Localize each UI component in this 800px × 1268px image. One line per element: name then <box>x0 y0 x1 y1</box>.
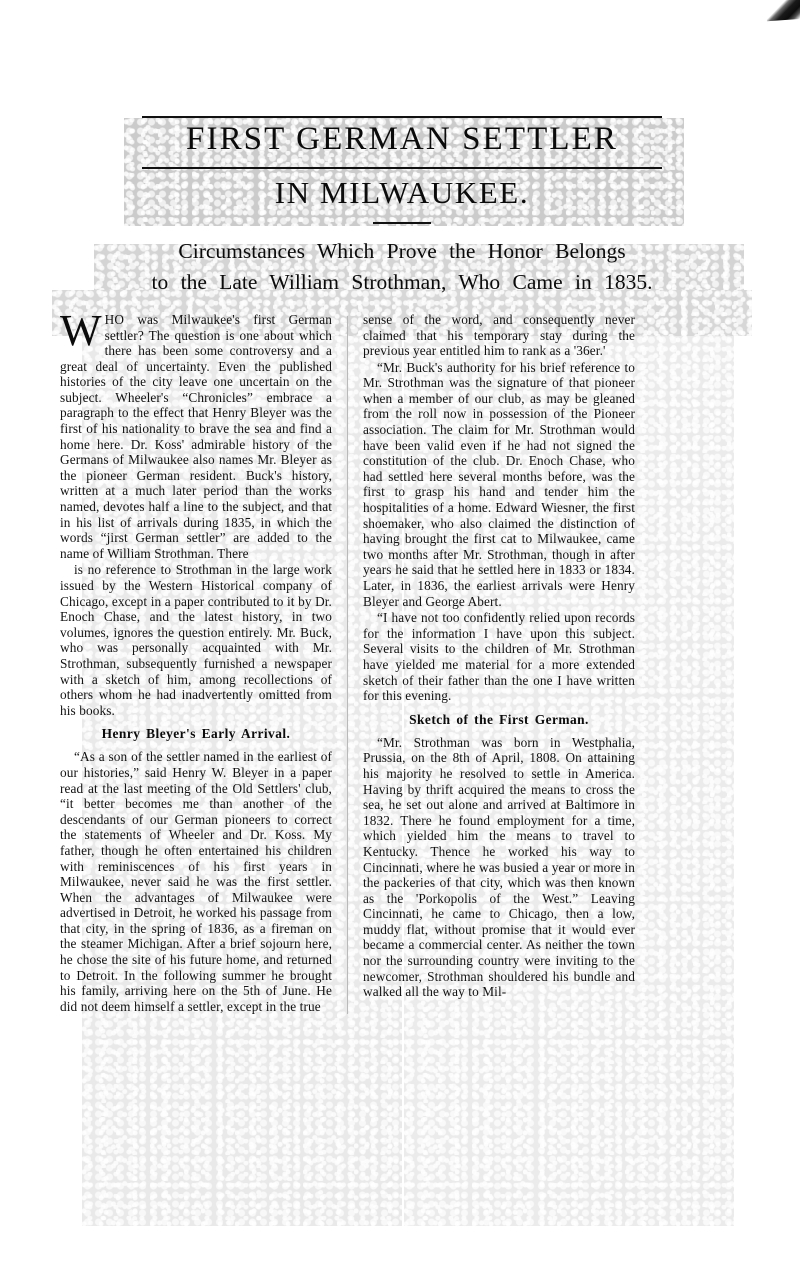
headline-block <box>52 116 752 224</box>
drop-cap: W <box>60 305 102 355</box>
left-paragraph-1 <box>60 305 332 562</box>
deck <box>52 236 752 298</box>
body-columns <box>52 305 752 1015</box>
right-paragraph-3: “I have not too confidently relied upon records for the information I have upon this subject. Several visits to the children of Mr. Strothman have yielded me material for a more extended sketch of their father than the one I have written for this evening. <box>363 610 635 704</box>
scanner-corner-artifact <box>765 0 800 21</box>
left-paragraph-3: “As a son of the settler named in the earliest of our histories,” said Henry W. Bleyer in a paper read at the last meeting of the Old Settlers' club, “it better becomes me than another of the descendants of our German pioneers to correct the statements of Wheeler and Dr. Koss. My father, though he often entertained his children with reminiscences of his first years in Milwaukee, never said he was the first settler. When the advantages of Milwaukee were advertised in Detroit, he worked his passage from that city, in the spring of 1836, as a fireman on the steamer Michigan. After a brief sojourn here, he chose the site of his future home, and returned to Detroit. In the following summer he brought his family, arriving here on the 5th of June. He did not deem himself a settler, except in the true <box>60 749 332 1014</box>
right-column <box>355 312 643 1000</box>
right-column-subhead: Sketch of the First German. <box>409 711 589 727</box>
left-paragraph-1-text: HO was Milwaukee's first German settler? The question is one about which there has been some controversy and a great deal of uncertainty. Even the published histories of the city leave one uncertain on the subject. Wheeler's “Chronicles” embrace a paragraph to the effect that Henry Bleyer was the first of his nationality to brave the sea and find a home here. Dr. Koss' admirable history of the Germans of Milwaukee also names Mr. Bleyer as the pioneer German resident. Buck's history, written at a much later period than the works named, devotes half a line to the subject, and that in his list of arrivals during 1835, in which the words “jirst German settler” are added to the name of William Strothman. There <box>60 311 332 561</box>
column-divider-rule <box>347 316 348 1015</box>
headline-bottom-dash-rule <box>373 222 431 224</box>
headline-line-2: IN MILWAUKEE. <box>274 174 530 210</box>
right-paragraph-2: “Mr. Buck's authority for his brief reference to Mr. Strothman was the signature of that pioneer when a member of our club, as may be gleaned from the roll now in possession of the Pioneer association. The claim for Mr. Strothman would have been valid even if he had not signed the constitution of the club. Dr. Enoch Chase, who had settled here several months before, was the first to grasp his hand and tender him the hospitalities of a home. Edward Wiesner, the first shoemaker, who also claimed the distinction of having brought the first cat to Milwaukee, came two months after Mr. Strothman, though in after years he said that he settled here in 1833 or 1834. Later, in 1836, the earliest arrivals were Henry Bleyer and George Abert. <box>363 359 635 609</box>
right-paragraph-1: sense of the word, and consequently never claimed that his temporary stay during the previous year entitled him to rank as a '36er.' <box>363 311 635 359</box>
left-column <box>52 305 340 1015</box>
left-column-subhead: Henry Bleyer's Early Arrival. <box>101 726 291 742</box>
right-paragraph-4: “Mr. Strothman was born in Westphalia, Prussia, on the 8th of April, 1808. On attaining his majority he resolved to settle in America. Having by thrift acquired the means to cross the sea, he set out alone and arrived at Baltimore in 1832. There he found employment for a time, which yielded him the means to travel to Kentucky. Thence he worked his way to Cincinnati, where he was busied a year or more in the packeries of that city, which was then known as the 'Porkopolis of the West.” Leaving Cincinnati, he came to Chicago, then a low, muddy flat, without promise that it would ever became a commercial center. As neither the town nor the surrounding country were inviting to the newcomer, Strothman shouldered his bundle and walked all the way to Mil- <box>363 734 635 1000</box>
deck-line-2: to the Late William Strothman, Who Came in 1835. <box>151 269 653 294</box>
deck-line-1: Circumstances Which Prove the Honor Belongs <box>178 238 626 263</box>
headline-line-1: FIRST GERMAN SETTLER <box>186 121 618 157</box>
left-paragraph-2: is no reference to Strothman in the large work issued by the Western Historical company of Chicago, except in a paper contributed to it by Dr. Enoch Chase, and the latest history, in two volumes, ignores the question entirely. Mr. Buck, who was personally acquainted with Mr. Strothman, subsequently furnished a newspaper with a sketch of him, among recollections of others whom he had inadvertently omitted from his books. <box>60 562 332 718</box>
newspaper-clipping <box>52 114 752 1234</box>
